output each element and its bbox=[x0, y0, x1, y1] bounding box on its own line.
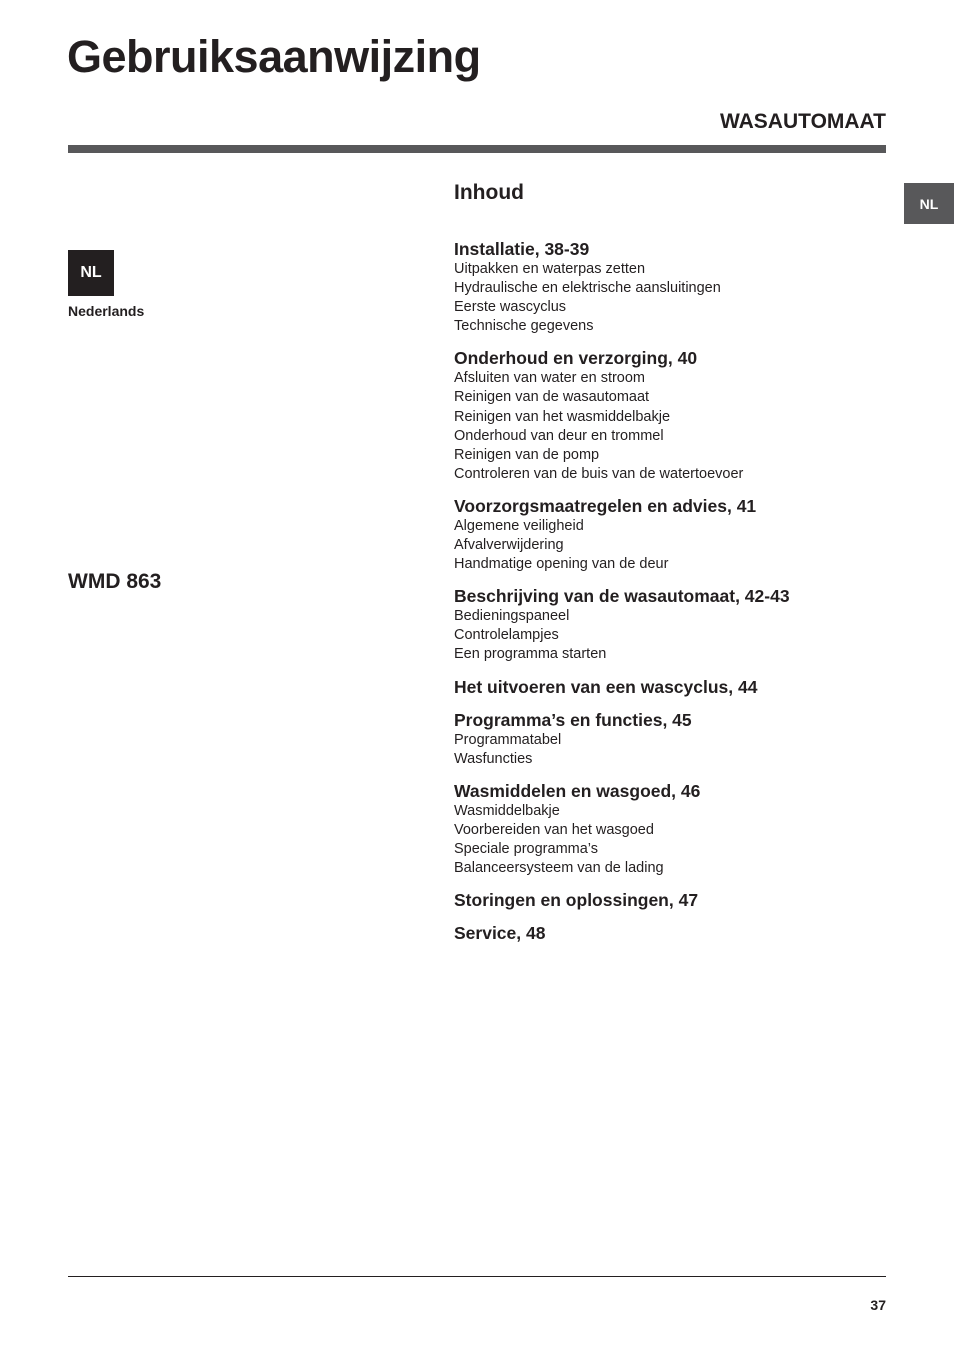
toc-section bbox=[454, 710, 894, 769]
toc-section-title: Voorzorgsmaatregelen en advies, 41 bbox=[454, 495, 757, 516]
toc-section bbox=[454, 890, 894, 911]
language-side-tab: NL bbox=[904, 183, 954, 224]
toc-item-list bbox=[454, 369, 894, 484]
toc-section-title: Programma’s en functies, 45 bbox=[454, 709, 692, 730]
toc-item-list bbox=[454, 517, 894, 574]
toc-item: Balanceersysteem van de lading bbox=[454, 859, 664, 876]
toc-item-list bbox=[454, 731, 894, 769]
toc-item: Reinigen van de pomp bbox=[454, 446, 600, 463]
toc-item: Algemene veiligheid bbox=[454, 517, 584, 534]
toc-item: Reinigen van het wasmiddelbakje bbox=[454, 408, 671, 425]
toc-item: Afvalverwijdering bbox=[454, 537, 564, 554]
toc-item: Wasfuncties bbox=[454, 750, 533, 767]
toc-section bbox=[454, 677, 894, 698]
toc-section bbox=[454, 586, 894, 664]
toc-item: Technische gegevens bbox=[454, 318, 594, 335]
toc-item: Voorbereiden van het wasgoed bbox=[454, 821, 654, 838]
toc-item: Onderhoud van deur en trommel bbox=[454, 427, 664, 444]
header-divider bbox=[68, 145, 886, 153]
toc-item: Een programma starten bbox=[454, 646, 607, 663]
toc-section bbox=[454, 781, 894, 878]
page-number: 37 bbox=[870, 1297, 886, 1313]
document-subtitle: WASAUTOMAAT bbox=[719, 110, 886, 133]
toc-section bbox=[454, 923, 894, 944]
toc-item: Uitpakken en waterpas zetten bbox=[454, 261, 646, 277]
toc-section-title: Onderhoud en verzorging, 40 bbox=[454, 348, 698, 369]
toc-section-title: Beschrijving van de wasautomaat, 42-43 bbox=[454, 586, 790, 607]
toc-item: Reinigen van de wasautomaat bbox=[454, 389, 650, 406]
toc-item-list bbox=[454, 802, 894, 878]
toc-section-title: Wasmiddelen en wasgoed, 46 bbox=[454, 780, 701, 801]
toc-item: Controlelampjes bbox=[454, 627, 559, 644]
toc-item: Eerste wascyclus bbox=[454, 299, 567, 316]
toc-heading: Inhoud bbox=[454, 181, 524, 204]
table-of-contents bbox=[454, 181, 894, 956]
language-badge: NL bbox=[68, 250, 114, 296]
toc-section bbox=[454, 496, 894, 574]
toc-item: Controleren van de buis van de watertoevoer bbox=[454, 465, 744, 482]
footer-divider bbox=[68, 1276, 886, 1277]
toc-item-list bbox=[454, 607, 894, 664]
toc-item: Programmatabel bbox=[454, 731, 562, 748]
toc-item-list bbox=[454, 260, 894, 336]
toc-item: Wasmiddelbakje bbox=[454, 802, 560, 819]
toc-item: Hydraulische en elektrische aansluitingen bbox=[454, 280, 721, 297]
toc-section-title: Installatie, 38-39 bbox=[454, 239, 590, 259]
language-name: Nederlands bbox=[68, 303, 145, 319]
toc-section-title: Het uitvoeren van een wascyclus, 44 bbox=[454, 676, 758, 697]
toc-item: Bedieningspaneel bbox=[454, 608, 570, 625]
toc-section bbox=[454, 348, 894, 484]
toc-item: Afsluiten van water en stroom bbox=[454, 370, 646, 387]
model-number: WMD 863 bbox=[68, 570, 162, 593]
toc-item: Handmatige opening van de deur bbox=[454, 556, 669, 573]
toc-item: Speciale programma’s bbox=[454, 840, 598, 857]
toc-section-title: Service, 48 bbox=[454, 923, 546, 944]
toc-section bbox=[454, 239, 894, 336]
toc-section-title: Storingen en oplossingen, 47 bbox=[454, 890, 699, 911]
toc-sections bbox=[454, 239, 894, 944]
document-title: Gebruiksaanwijzing bbox=[67, 31, 481, 82]
